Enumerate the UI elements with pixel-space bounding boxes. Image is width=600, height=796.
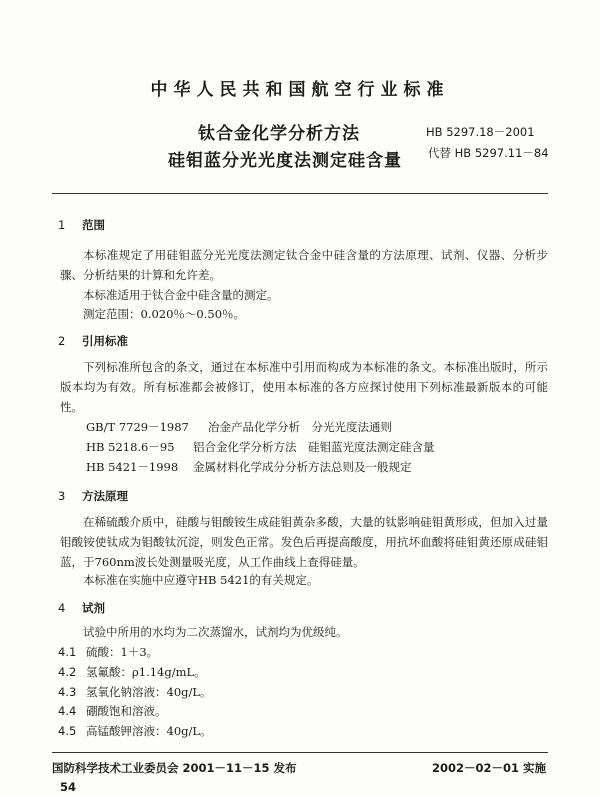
scope-applicability: 本标准适用于钛合金中硅含量的测定。 — [83, 288, 279, 302]
section-heading-scope: 1 范围 — [58, 218, 105, 232]
reagent-item: 4.1 硫酸：1＋3。 — [58, 645, 159, 659]
principle-compliance: 本标准在实施中应遵守HB 5421的有关规定。 — [83, 573, 319, 587]
reference-item: GB/T 7729－1987 冶金产品化学分析 分光光度法通则 — [86, 420, 392, 434]
reagent-item: 4.2 氢氟酸：ρ1.14g/mL。 — [58, 665, 206, 679]
reagent-item: 4.5 高锰酸钾溶液：40g/L。 — [58, 724, 212, 738]
section-heading-principle: 3 方法原理 — [58, 489, 128, 503]
page-number: 54 — [60, 780, 77, 794]
reference-item: HB 5421－1998 金属材料化学成分分析方法总则及一般规定 — [86, 460, 412, 474]
effective-date: 2002－02－01 实施 — [432, 761, 547, 775]
scope-paragraph: 本标准规定了用硅钼蓝分光光度法测定钛合金中硅含量的方法原理、试剂、仪器、分析步骤、分析结果的计算和允许差。 — [60, 248, 548, 282]
bottom-divider — [52, 752, 548, 753]
section-heading-reagents: 4 试剂 — [58, 601, 105, 615]
document-title-line2: 硅钼蓝分光光度法测定硅含量 — [168, 151, 402, 171]
references-paragraph: 下列标准所包含的条文，通过在本标准中引用而构成为本标准的条文。本标准出版时，所示版本均为有效。所有标准都会被修订，使用本标准的各方应探讨使用下列标准最新版本的可能性。 — [60, 360, 548, 414]
reagent-item: 4.4 硼酸饱和溶液。 — [58, 704, 167, 718]
scope-range: 测定范围：0.020％～0.50％。 — [83, 307, 246, 321]
publisher-line: 国防科学技术工业委员会 2001－11－15 发布 — [52, 761, 297, 775]
standard-code: HB 5297.18－2001 — [426, 125, 535, 139]
section-heading-references: 2 引用标准 — [58, 334, 128, 348]
reagent-item: 4.3 氢氧化钠溶液：40g/L。 — [58, 685, 212, 699]
document-title-line1: 钛合金化学分析方法 — [198, 124, 360, 144]
standard-category-header: 中华人民共和国航空行业标准 — [150, 80, 450, 100]
top-divider — [52, 193, 548, 194]
replaced-standard: 代替 HB 5297.11－84 — [428, 146, 549, 160]
reference-item: HB 5218.6－95 铝合金化学分析方法 硅钼蓝光度法测定硅含量 — [86, 440, 435, 454]
principle-paragraph: 在稀硫酸介质中，硅酸与钼酸铵生成硅钼黄杂多酸，大量的钛影响硅钼黄形成，但加入过量钼酸铵使钛成为钼酸钛沉淀，则发色正常。发色后再提高酸度，用抗坏血酸将硅钼黄还原成硅钼蓝，于760nm波长处测量吸光度，从工作曲线上查得硅量。 — [60, 515, 548, 569]
reagents-intro: 试验中所用的水均为二次蒸馏水，试剂均为优级纯。 — [83, 625, 348, 639]
